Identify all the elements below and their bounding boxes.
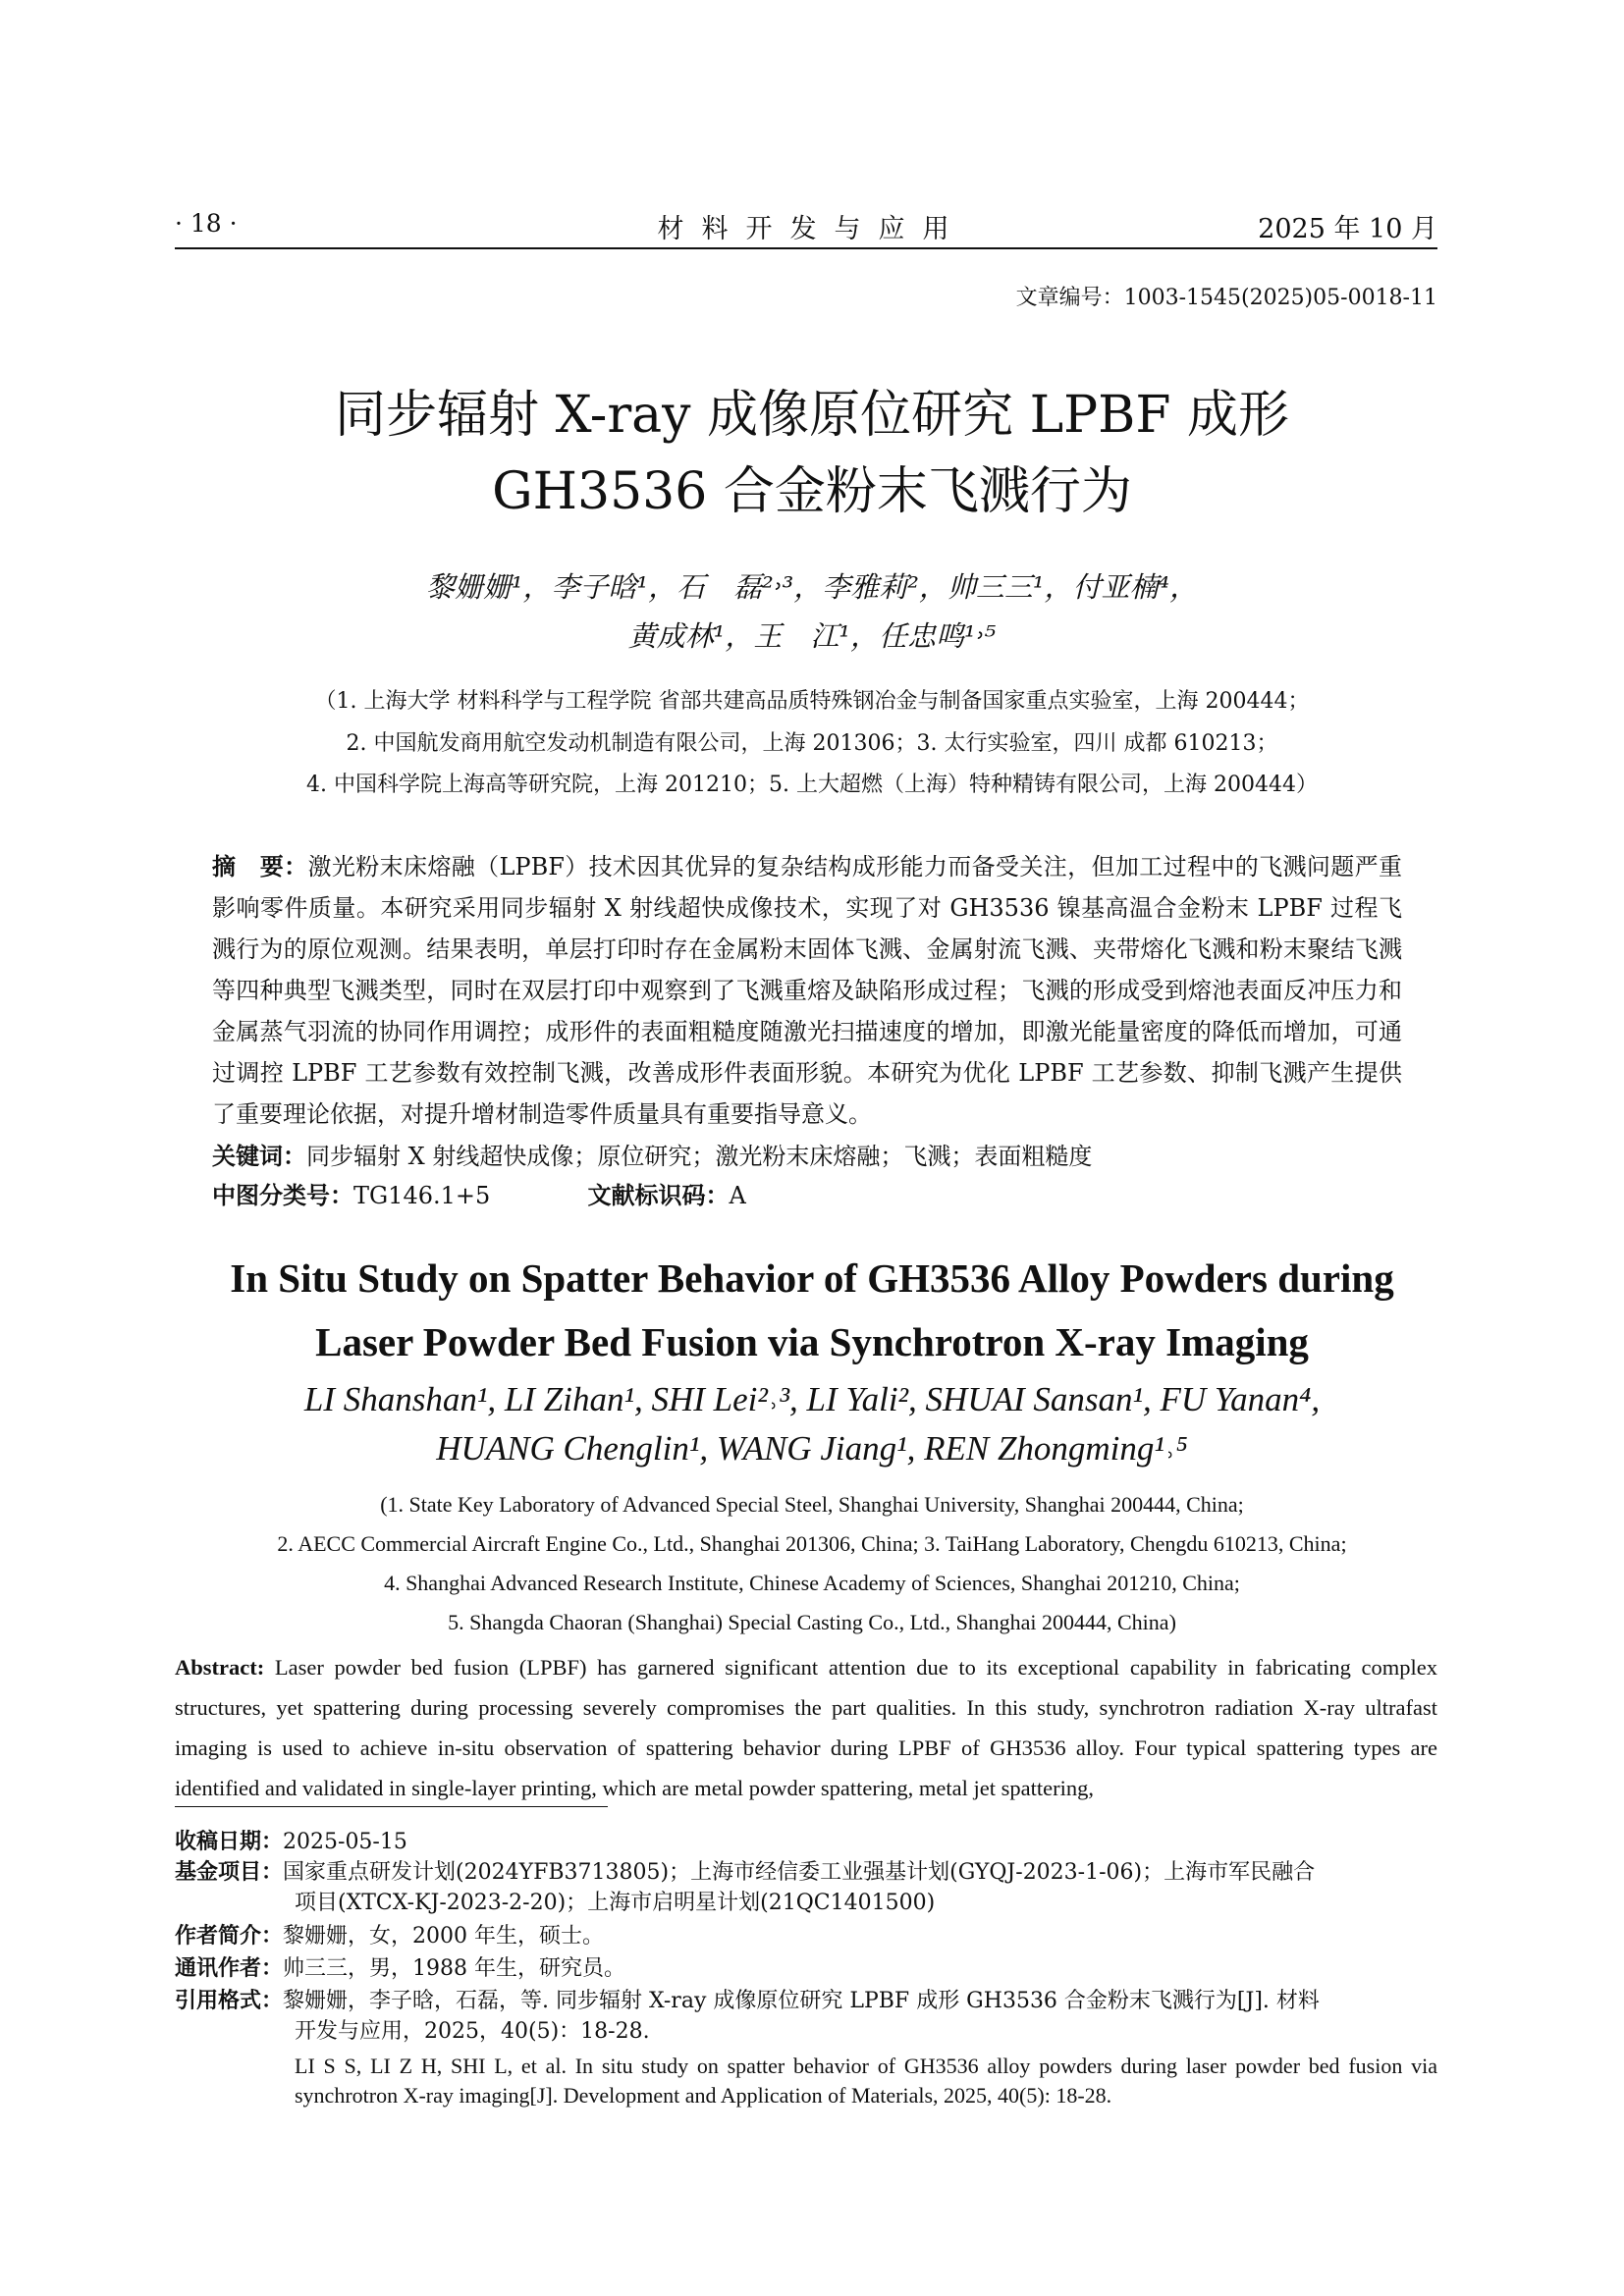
citation-cn bbox=[175, 1987, 1437, 2015]
cn-authors-line2: 黄成林¹，王 江¹，任忠鸣¹˒⁵ bbox=[627, 619, 997, 653]
doc-code-label: 文献标识码： bbox=[587, 1181, 730, 1209]
journal-name: 材料开发与应用 bbox=[657, 214, 967, 244]
author-label: 作者简介： bbox=[175, 1923, 284, 1949]
doc-code-value: A bbox=[729, 1182, 746, 1209]
en-affiliation: (1. State Key Laboratory of Advanced Special Steel, Shanghai University, Shanghai 200444, China; bbox=[380, 1492, 1244, 1517]
cite-label: 引用格式： bbox=[175, 1988, 284, 2013]
clc-value: TG146.1+5 bbox=[353, 1182, 491, 1209]
funding bbox=[175, 1858, 1437, 1887]
en-title-line1: In Situ Study on Spatter Behavior of GH3536 Alloy Powders during bbox=[230, 1255, 1394, 1301]
citation-en: LI S S, LI Z H, SHI L, et al. In situ study on spatter behavior of GH3536 alloy powders during laser powder bed fusion via synchrotron X-ray imaging[J]. Development and Application of Materials, 2025, 40(5): 18-28. bbox=[295, 2054, 1437, 2108]
header-rule bbox=[175, 247, 1437, 249]
issue-date: 2025 年 10 月 bbox=[1258, 214, 1437, 244]
classification bbox=[212, 1176, 1402, 1210]
cn-abstract-label: 摘 要： bbox=[212, 852, 308, 881]
en-affiliation: 5. Shangda Chaoran (Shanghai) Special Casting Co., Ltd., Shanghai 200444, China) bbox=[448, 1610, 1176, 1634]
clc-label: 中图分类号： bbox=[212, 1181, 353, 1209]
keywords-label: 关键词： bbox=[212, 1142, 306, 1170]
en-affiliation: 2. AECC Commercial Aircraft Engine Co., Ltd., Shanghai 201306, China; 3. TaiHang Laboratory, Chengdu 610213, China; bbox=[277, 1531, 1347, 1556]
en-authors-line2: HUANG Chenglin¹, WANG Jiang¹, REN Zhongming¹˒⁵ bbox=[436, 1429, 1188, 1468]
corresponding-author bbox=[175, 1954, 1437, 1983]
received-date bbox=[175, 1828, 1437, 1856]
author-bio bbox=[175, 1922, 1437, 1950]
cn-title-line1: 同步辐射 X-ray 成像原位研究 LPBF 成形 bbox=[335, 386, 1289, 445]
cn-abstract-text: 激光粉末床熔融（LPBF）技术因其优异的复杂结构成形能力而备受关注，但加工过程中的飞溅问题严重影响零件质量。本研究采用同步辐射 X 射线超快成像技术，实现了对 GH3536 镍基高温合金粉末 LPBF 过程飞溅行为的原位观测。结果表明，单层打印时存在金属粉末固体飞溅、金属射流飞溅、夹带熔化飞溅和粉末聚结飞溅等四种典型飞溅类型，同时在双层打印中观察到了飞溅重熔及缺陷形成过程；飞溅的形成受到熔池表面反冲压力和金属蒸气羽流的协同作用调控；成形件的表面粗糙度随激光扫描速度的增加，即激光能量密度的降低而增加，可通过调控 LPBF 工艺参数有效控制飞溅，改善成形件表面形貌。本研究为优化 LPBF 工艺参数、抑制飞溅产生提供了重要理论依据，对提升增材制造零件质量具有重要指导意义。 bbox=[212, 853, 1402, 1128]
cn-keywords bbox=[212, 1137, 1402, 1171]
cite-cn-line2: 开发与应用，2025，40(5)：18-28. bbox=[295, 2019, 650, 2044]
corr-label: 通讯作者： bbox=[175, 1955, 284, 1981]
cn-authors-line1: 黎姗姗¹，李子晗¹，石 磊²˒³，李雅莉²，帅三三¹，付亚楠⁴， bbox=[425, 570, 1199, 604]
article-number: 文章编号：1003-1545(2025)05-0018-11 bbox=[1015, 286, 1437, 310]
footnote-rule bbox=[175, 1806, 608, 1807]
received-label: 收稿日期： bbox=[175, 1829, 284, 1854]
en-title-line2: Laser Powder Bed Fusion via Synchrotron X-ray Imaging bbox=[315, 1319, 1309, 1364]
cn-affiliation: 4. 中国科学院上海高等研究院，上海 201210；5. 上大超燃（上海）特种精铸有限公司，上海 200444） bbox=[306, 773, 1318, 797]
page-number: · 18 · bbox=[175, 209, 238, 238]
fund-line2: 项目(XTCX-KJ-2023-2-20)；上海市启明星计划(21QC1401500) bbox=[295, 1891, 936, 1915]
fund-label: 基金项目： bbox=[175, 1859, 284, 1885]
en-authors-line1: LI Shanshan¹, LI Zihan¹, SHI Lei²˒³, LI Yali², SHUAI Sansan¹, FU Yanan⁴, bbox=[303, 1380, 1321, 1418]
cn-title-line2: GH3536 合金粉末飞溅行为 bbox=[492, 462, 1132, 521]
cite-cn-line1: 黎姗姗，李子晗，石磊，等. 同步辐射 X-ray 成像原位研究 LPBF 成形 GH3536 合金粉末飞溅行为[J]. 材料 bbox=[283, 1989, 1320, 2013]
en-abstract-text: Laser powder bed fusion (LPBF) has garnered significant attention due to its exceptional capability in fabricating complex structures, yet spattering during processing severely compromises the part qualities. In this study, synchrotron radiation X-ray ultrafast imaging is used to achieve in-situ observation of spattering behavior during LPBF of GH3536 alloy. Four typical spattering types are identified and validated in single-layer printing, which are metal powder spattering, metal jet spattering, bbox=[175, 1655, 1437, 1800]
cn-affiliation: 2. 中国航发商用航空发动机制造有限公司，上海 201306；3. 太行实验室，四川 成都 610213； bbox=[346, 731, 1278, 756]
en-affiliation: 4. Shanghai Advanced Research Institute, Chinese Academy of Sciences, Shanghai 201210, China; bbox=[384, 1571, 1240, 1595]
author-value: 黎姗姗，女，2000 年生，硕士。 bbox=[283, 1924, 604, 1949]
received-value: 2025-05-15 bbox=[283, 1830, 407, 1854]
cn-affiliation: （1. 上海大学 材料科学与工程学院 省部共建高品质特殊钢冶金与制备国家重点实验室，上海 200444； bbox=[314, 689, 1310, 714]
fund-line1: 国家重点研发计划(2024YFB3713805)；上海市经信委工业强基计划(GYQJ-2023-1-06)；上海市军民融合 bbox=[283, 1860, 1316, 1885]
keywords-text: 同步辐射 X 射线超快成像；原位研究；激光粉末床熔融；飞溅；表面粗糙度 bbox=[306, 1143, 1093, 1170]
en-abstract-label: Abstract: bbox=[175, 1655, 265, 1680]
cn-abstract bbox=[212, 846, 1402, 1135]
corr-value: 帅三三，男，1988 年生，研究员。 bbox=[283, 1956, 625, 1981]
en-abstract bbox=[175, 1647, 1437, 1808]
